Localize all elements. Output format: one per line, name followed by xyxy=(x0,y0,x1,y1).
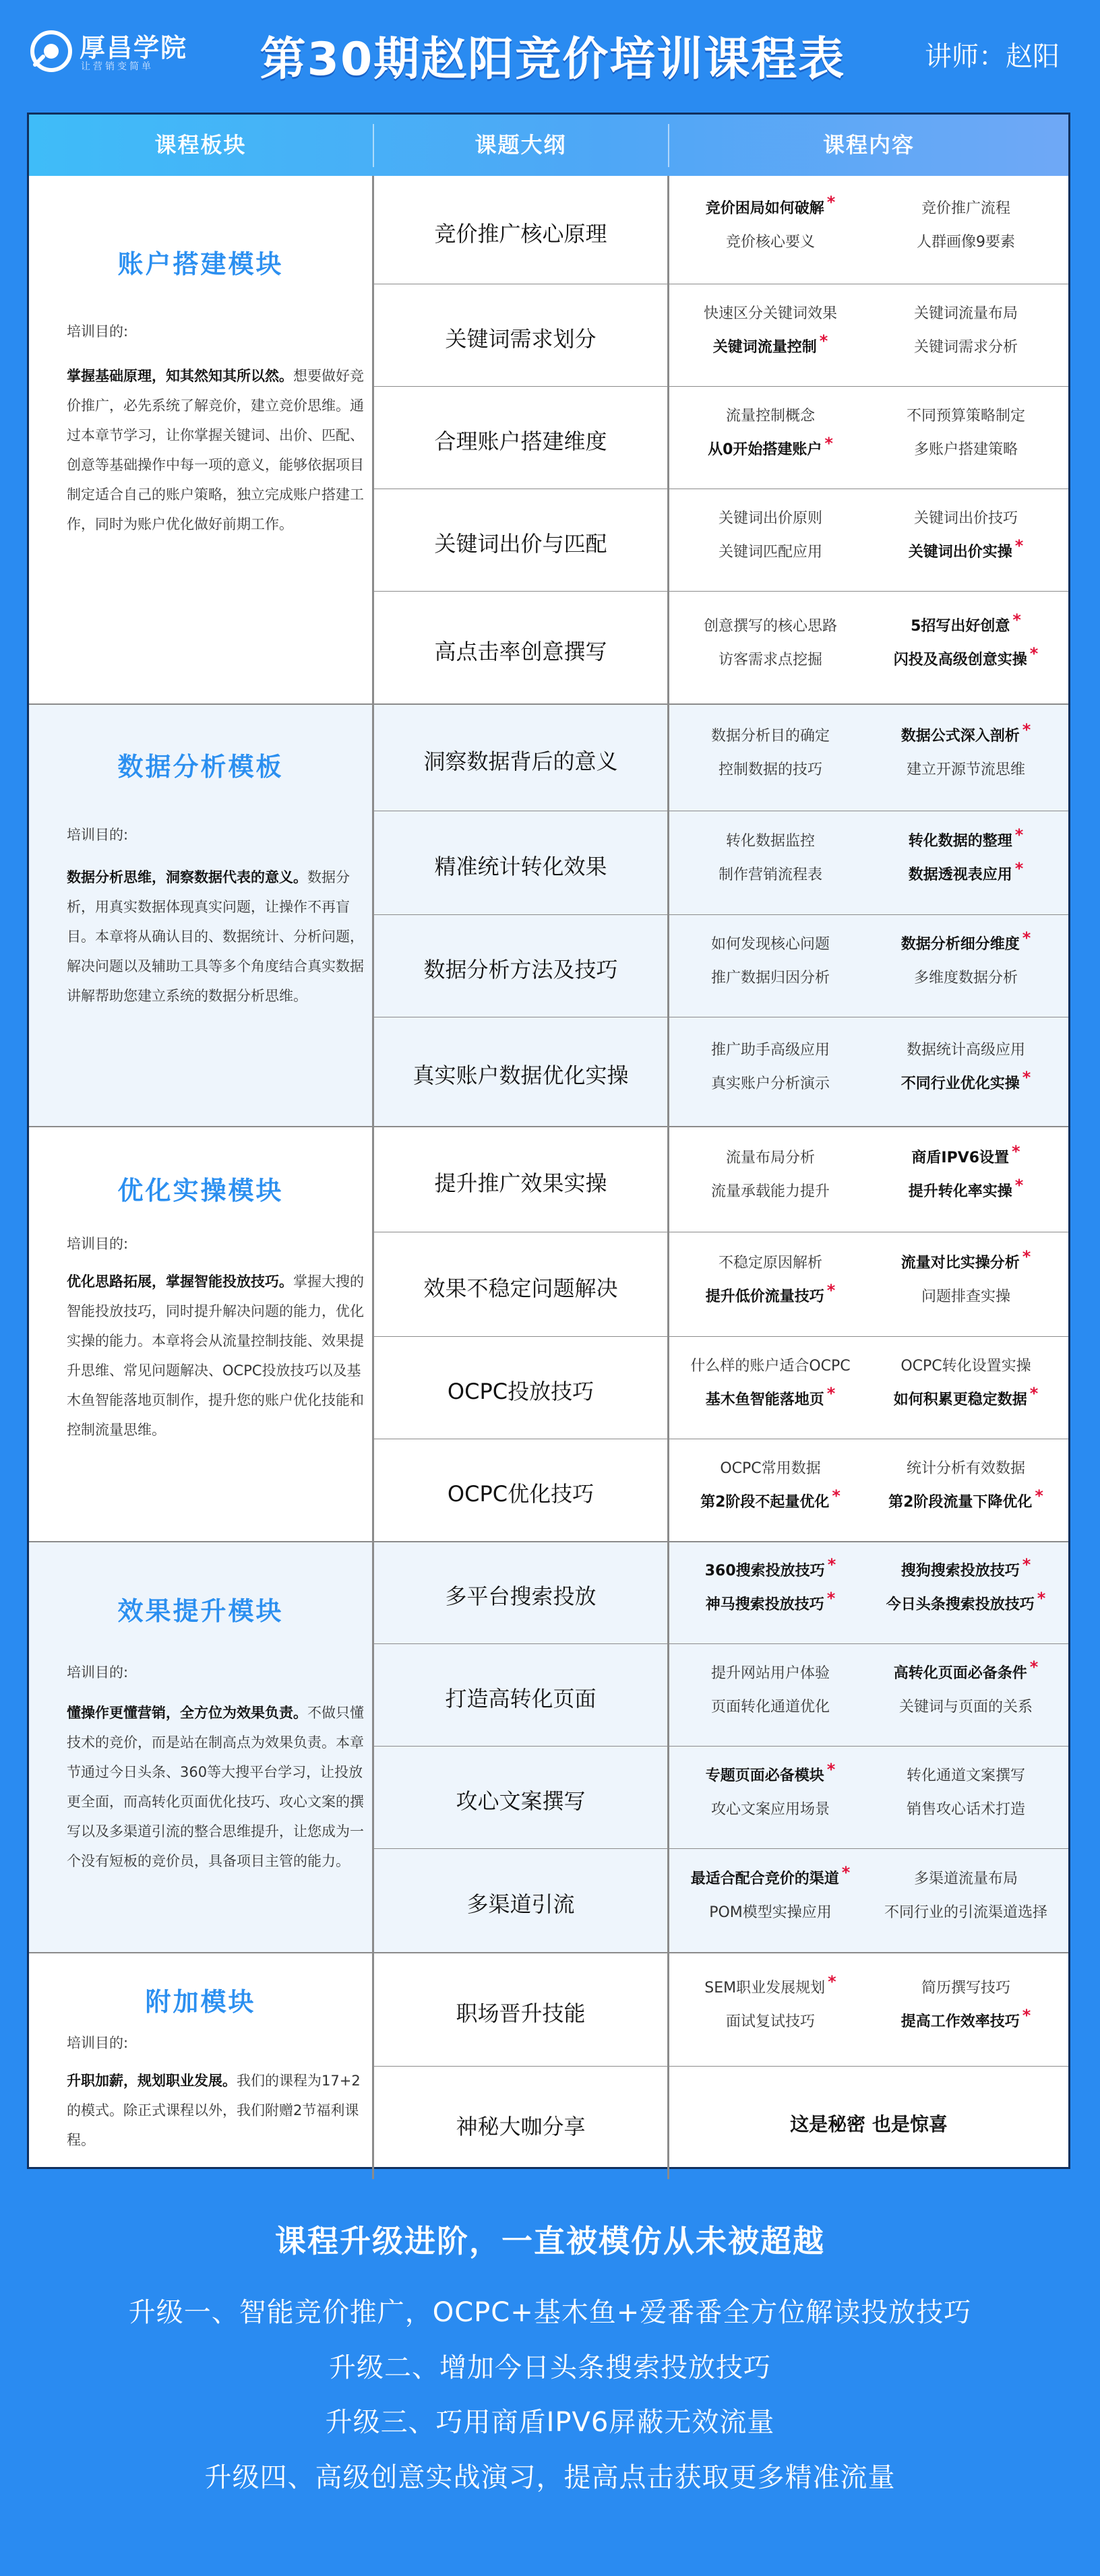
content-item xyxy=(872,1486,1060,1511)
content-item xyxy=(676,192,865,218)
content-item-text: 不同行业优化实操 xyxy=(900,1075,1020,1092)
module-title: 数据分析模板 xyxy=(117,752,284,782)
content-item-text: 关键词匹配应用 xyxy=(718,544,822,561)
key-point-star-icon: * xyxy=(826,192,836,212)
topic-title: 神秘大咖分享 xyxy=(456,2113,586,2139)
key-point-star-icon: * xyxy=(1035,1486,1043,1505)
content-item xyxy=(676,1555,865,1580)
logo-slogan: 让营销变简单 xyxy=(81,61,154,72)
topic-title: 职场晋升技能 xyxy=(456,2000,586,2026)
module-description-text: 想要做好竞价推广，必先系统了解竞价，建立竞价思维。通过本章节学习，让你掌握关键词、出价、匹配、创意等基础操作中每一项的意义，能够依据项目制定适合自己的账户策略，独立完成账户搭建工作，同时为账户优化做好前期工作。 xyxy=(67,368,364,532)
module-title: 优化实操模块 xyxy=(117,1176,284,1205)
module-description-highlight: 升职加薪，规划职业发展。 xyxy=(67,2073,237,2089)
module-purpose-label: 培训目的: xyxy=(67,323,129,340)
content-item xyxy=(676,1695,865,1716)
content-item-text: 专题页面必备模块 xyxy=(705,1767,824,1784)
content-item xyxy=(676,1662,865,1683)
table-grid-line xyxy=(374,1643,1068,1644)
module-description-text: 数据分析，用真实数据体现真实问题，让操作不再盲目。本章将从确认目的、数据统计、分析问题，解决问题以及辅助工具等多个角度结合真实数据讲解帮助您建立系统的数据分析思维。 xyxy=(67,869,364,1004)
content-item-text: 关键词流量布局 xyxy=(913,305,1018,322)
upgrade-item: 升级一、智能竞价推广，OCPC+基木鱼+爱番番全方位解读投放技巧 xyxy=(128,2297,972,2328)
module-title: 附加模块 xyxy=(145,1987,256,2017)
content-item xyxy=(872,1247,1060,1272)
content-item xyxy=(872,1175,1060,1201)
content-item-text: 面试复试技巧 xyxy=(725,2013,815,2030)
topic-title: OCPC投放技巧 xyxy=(447,1379,594,1404)
page-title: 第30期赵阳竞价培训课程表 xyxy=(259,33,846,86)
content-item-text: 快速区分关键词效果 xyxy=(703,305,837,322)
content-item xyxy=(676,933,865,953)
content-item-text: SEM职业发展规划 xyxy=(704,1979,826,1997)
topic-title: 精准统计转化效果 xyxy=(434,854,607,879)
content-item-text: 从0开始搭建账户 xyxy=(708,441,822,458)
module-cell xyxy=(29,1542,372,1953)
column-header-content: 课程内容 xyxy=(822,132,915,158)
content-item-text: POM模型实操应用 xyxy=(709,1904,832,1921)
module-description-text: 我们的课程为17+2的模式。除正式课程以外，我们附赠2节福利课程。 xyxy=(67,2073,361,2148)
content-item xyxy=(872,1867,1060,1888)
module-description-highlight: 数据分析思维，洞察数据代表的意义。 xyxy=(67,869,307,885)
content-item-text: 关键词出价原则 xyxy=(718,510,822,527)
upgrade-title: 课程升级进阶，一直被模仿从未被超越 xyxy=(275,2223,825,2259)
content-item xyxy=(676,434,865,459)
content-item-text: 最适合配合竞价的渠道 xyxy=(690,1871,839,1887)
module-description xyxy=(67,862,370,1011)
content-item xyxy=(872,929,1060,953)
key-point-star-icon: * xyxy=(1014,536,1024,555)
table-grid-line xyxy=(374,591,1068,592)
table-grid-line xyxy=(374,1848,1068,1849)
content-item-text: 什么样的账户适合OCPC xyxy=(690,1358,851,1375)
content-item xyxy=(676,2010,865,2031)
table-grid-line xyxy=(374,1746,1068,1747)
key-point-star-icon: * xyxy=(1029,643,1039,663)
topic-title: 提升推广效果实操 xyxy=(434,1170,607,1196)
content-item-text: 攻心文案应用场景 xyxy=(710,1801,830,1818)
content-item xyxy=(872,758,1060,779)
content-item xyxy=(676,863,865,884)
content-item xyxy=(676,615,865,635)
content-item xyxy=(872,859,1060,884)
upgrade-item: 升级三、巧用商盾IPV6屏蔽无效流量 xyxy=(325,2407,775,2438)
content-item-text: 多渠道流量布局 xyxy=(913,1871,1018,1887)
table-grid-line xyxy=(29,1952,1068,1953)
content-item-text: OCPC常用数据 xyxy=(720,1460,821,1477)
content-item-text: 访客需求点挖掘 xyxy=(718,651,822,668)
content-item xyxy=(676,230,865,251)
content-item-text: 提高工作效率技巧 xyxy=(900,2013,1020,2030)
content-item-text: 问题排查实操 xyxy=(921,1288,1010,1305)
content-item xyxy=(872,643,1060,669)
module-cell xyxy=(29,704,372,1127)
key-point-star-icon: * xyxy=(819,332,828,350)
table-grid-line xyxy=(374,2066,1068,2067)
content-item xyxy=(676,1038,865,1059)
content-item xyxy=(872,438,1060,459)
key-point-star-icon: * xyxy=(1022,929,1031,947)
module-title: 效果提升模块 xyxy=(117,1596,284,1626)
content-item-text: 流量对比实操分析 xyxy=(900,1254,1020,1271)
content-item xyxy=(676,1251,865,1272)
table-grid-line xyxy=(374,386,1068,387)
page-header xyxy=(0,0,1100,108)
content-item xyxy=(872,1798,1060,1819)
key-point-star-icon: * xyxy=(1012,1141,1020,1161)
content-item xyxy=(676,1146,865,1167)
content-item-text: 流量布局分析 xyxy=(725,1149,815,1166)
key-point-star-icon: * xyxy=(1014,859,1024,878)
content-item xyxy=(676,1457,865,1478)
content-item-text: 竞价核心要义 xyxy=(725,233,815,251)
content-item-text: 基木鱼智能落地页 xyxy=(705,1391,824,1408)
content-item-text: 控制数据的技巧 xyxy=(718,761,822,778)
content-item-text: 不同预算策略制定 xyxy=(906,408,1025,425)
key-point-star-icon: * xyxy=(826,1760,836,1779)
content-item xyxy=(676,507,865,528)
table-grid-line xyxy=(29,1541,1068,1542)
module-description-highlight: 优化思路拓展，掌握智能投放技巧。 xyxy=(67,1274,293,1290)
topic-title: 攻心文案撰写 xyxy=(456,1788,586,1814)
module-description-text: 不做只懂技术的竞价，而是站在制高点为效果负责。本章节通过今日头条、360等大搜平台学习，让投放更全面，而高转化页面优化技巧、攻心文案的撰写以及多渠道引流的整合思维提升，让您成为一个没有短板的竞价员，具备项目主管的能力。 xyxy=(67,1705,364,1869)
module-cell xyxy=(29,1953,372,2179)
content-item xyxy=(676,724,865,745)
content-item xyxy=(872,404,1060,425)
content-item xyxy=(872,1589,1060,1614)
module-description-text: 掌握大搜的智能投放技巧，同时提升解决问题的能力，优化实操的能力。本章将会从流量控制技能、效果提升思维、常见问题解决、OCPC投放技巧以及基木鱼智能落地页制作，提升您的账户优化技能和控制流量思维。 xyxy=(67,1274,364,1438)
content-item xyxy=(872,720,1060,745)
content-item xyxy=(676,1798,865,1819)
content-item-text: 关键词流量控制 xyxy=(712,339,817,356)
content-item xyxy=(676,1972,865,1997)
module-title: 账户搭建模块 xyxy=(117,249,284,279)
content-item xyxy=(676,1280,865,1306)
content-item-text: 数据统计高级应用 xyxy=(906,1042,1025,1059)
topic-title: 关键词出价与匹配 xyxy=(434,531,607,557)
content-item xyxy=(872,536,1060,561)
topic-title: 关键词需求划分 xyxy=(445,326,597,352)
content-item-text: 数据分析目的确定 xyxy=(710,727,830,745)
content-item-text: 建立开源节流思维 xyxy=(906,761,1025,778)
column-header-topic: 课题大纲 xyxy=(475,132,567,158)
content-item xyxy=(872,507,1060,528)
module-cell xyxy=(29,1127,372,1542)
content-item-text: 推广数据归因分析 xyxy=(710,970,830,986)
content-item-text: 页面转化通道优化 xyxy=(710,1699,830,1716)
topic-title: 合理账户搭建维度 xyxy=(434,429,607,454)
key-point-star-icon: * xyxy=(824,434,833,453)
key-point-star-icon: * xyxy=(1014,825,1024,844)
topic-title: 竞价推广核心原理 xyxy=(434,220,607,247)
content-item xyxy=(676,758,865,779)
content-item xyxy=(872,197,1060,218)
content-item xyxy=(676,966,865,987)
content-item-text: 不稳定原因解析 xyxy=(718,1254,822,1271)
content-item xyxy=(872,1141,1060,1167)
content-item-text: 真实账户分析演示 xyxy=(710,1075,830,1092)
content-item-text: 5招写出好创意 xyxy=(911,617,1010,635)
content-item-text: 关键词与页面的关系 xyxy=(898,1699,1033,1716)
content-item-text: 制作营销流程表 xyxy=(718,867,822,883)
content-item-text: 高转化页面必备条件 xyxy=(893,1665,1027,1682)
content-item xyxy=(872,1764,1060,1785)
content-item-text: 多维度数据分析 xyxy=(913,970,1018,986)
module-purpose-label: 培训目的: xyxy=(67,2035,129,2051)
logo-name: 厚昌学院 xyxy=(80,33,188,63)
content-item-text: 数据透视表应用 xyxy=(908,867,1012,883)
content-item-text: 推广助手高级应用 xyxy=(710,1042,830,1059)
content-item xyxy=(676,1072,865,1093)
table-grid-line xyxy=(667,176,669,2179)
topic-title: 多渠道引流 xyxy=(466,1891,575,1917)
content-item xyxy=(676,1863,865,1888)
content-item-text: 如何积累更稳定数据 xyxy=(893,1391,1027,1408)
key-point-star-icon: * xyxy=(1012,610,1021,629)
content-item-text: 销售攻心话术打造 xyxy=(906,1801,1025,1818)
content-item-text: 竞价推广流程 xyxy=(921,199,1010,217)
content-item xyxy=(676,1354,865,1375)
key-point-star-icon: * xyxy=(841,1863,851,1882)
table-grid-line xyxy=(374,914,1068,915)
content-item-text: 关键词需求分析 xyxy=(913,339,1018,356)
table-header xyxy=(29,115,1068,176)
module-cell xyxy=(29,176,372,704)
content-item-text: 如何发现核心问题 xyxy=(710,936,830,953)
content-item-text: OCPC转化设置实操 xyxy=(900,1358,1031,1375)
key-point-star-icon: * xyxy=(826,1384,836,1403)
key-point-star-icon: * xyxy=(1029,1658,1039,1676)
content-item xyxy=(872,2005,1060,2031)
content-item xyxy=(676,302,865,323)
topic-title: 多平台搜索投放 xyxy=(445,1583,597,1609)
content-item xyxy=(872,1457,1060,1478)
topic-title: 打造高转化页面 xyxy=(445,1686,597,1711)
content-item xyxy=(872,825,1060,850)
key-point-star-icon: * xyxy=(1022,1068,1031,1087)
logo-mark-icon xyxy=(30,30,73,73)
content-item xyxy=(676,1180,865,1201)
content-item-text: 第2阶段流量下降优化 xyxy=(888,1494,1033,1511)
content-item-text: 闪投及高级创意实操 xyxy=(893,651,1027,668)
content-item-text: 不同行业的引流渠道选择 xyxy=(884,1904,1047,1921)
content-item xyxy=(676,540,865,561)
content-item xyxy=(872,966,1060,987)
lecturer-label: 讲师：赵阳 xyxy=(925,41,1060,72)
content-item-text: 统计分析有效数据 xyxy=(906,1460,1025,1477)
content-item-text: 转化通道文案撰写 xyxy=(906,1767,1025,1784)
topic-title: 高点击率创意撰写 xyxy=(434,638,607,664)
module-purpose-label: 培训目的: xyxy=(67,1236,129,1252)
module-description-highlight: 懂操作更懂营销，全方位为效果负责。 xyxy=(67,1705,307,1721)
content-item xyxy=(872,302,1060,323)
key-point-star-icon: * xyxy=(827,1555,836,1574)
module-description xyxy=(67,1698,370,1876)
content-item xyxy=(676,404,865,425)
content-item xyxy=(872,1038,1060,1059)
key-point-star-icon: * xyxy=(1037,1589,1046,1608)
key-point-star-icon: * xyxy=(1022,1247,1031,1266)
content-item-text: 今日头条搜索投放技巧 xyxy=(886,1596,1035,1613)
module-purpose-label: 培训目的: xyxy=(67,1664,129,1680)
table-grid-line xyxy=(372,176,374,2179)
upgrade-item: 升级四、高级创意实战演习，提高点击获取更多精准流量 xyxy=(204,2462,896,2493)
content-item-text: 转化数据监控 xyxy=(725,833,815,850)
content-item xyxy=(676,648,865,669)
content-item xyxy=(676,1486,865,1511)
key-point-star-icon: * xyxy=(826,1280,836,1300)
content-item-text: 神马搜索投放技巧 xyxy=(705,1596,824,1613)
content-item xyxy=(872,1695,1060,1716)
content-item xyxy=(872,1901,1060,1922)
content-item-text: 数据分析细分维度 xyxy=(900,936,1020,953)
content-item xyxy=(676,1589,865,1614)
content-item xyxy=(676,1901,865,1922)
content-item xyxy=(872,1285,1060,1306)
content-item-text: 第2阶段不起量优化 xyxy=(700,1494,830,1511)
content-item-text: 简历撰写技巧 xyxy=(921,1979,1010,1997)
content-item-text: 360搜索投放技巧 xyxy=(704,1563,825,1579)
content-item xyxy=(872,1354,1060,1375)
content-item-text: 搜狗搜索投放技巧 xyxy=(900,1563,1020,1579)
content-item xyxy=(872,336,1060,356)
content-item-text: 数据公式深入剖析 xyxy=(900,727,1020,745)
content-item xyxy=(872,1384,1060,1409)
module-purpose-label: 培训目的: xyxy=(67,827,129,843)
topic-title: OCPC优化技巧 xyxy=(447,1481,594,1507)
content-item-text: 创意撰写的核心思路 xyxy=(703,617,837,635)
content-item-text: 流量控制概念 xyxy=(725,408,815,425)
key-point-star-icon: * xyxy=(1022,1555,1031,1574)
table-grid-line xyxy=(29,1126,1068,1127)
key-point-star-icon: * xyxy=(826,1589,836,1608)
content-item-text: 提升网站用户体验 xyxy=(710,1665,830,1682)
key-point-star-icon: * xyxy=(1029,1384,1039,1403)
upgrade-item: 升级二、增加今日头条搜索投放技巧 xyxy=(329,2352,771,2383)
content-item xyxy=(872,1976,1060,1997)
topic-title: 真实账户数据优化实操 xyxy=(413,1063,629,1088)
module-description-highlight: 掌握基础原理，知其然知其所以然。 xyxy=(67,368,293,384)
topic-title: 数据分析方法及技巧 xyxy=(423,957,618,982)
content-item-text: 多账户搭建策略 xyxy=(913,441,1018,458)
key-point-star-icon: * xyxy=(828,1972,836,1991)
table-grid-line xyxy=(29,703,1068,705)
module-description xyxy=(67,361,370,539)
topic-title: 洞察数据背后的意义 xyxy=(423,748,618,774)
key-point-star-icon: * xyxy=(1022,2005,1031,2025)
content-item-text: 商盾IPV6设置 xyxy=(911,1149,1010,1166)
brand-logo xyxy=(30,24,191,78)
key-point-star-icon: * xyxy=(1014,1175,1024,1195)
module-description xyxy=(67,2066,370,2155)
module-description xyxy=(67,1267,370,1445)
content-item xyxy=(676,829,865,850)
content-item-text: 人群画像9要素 xyxy=(917,233,1015,251)
content-item-text: 转化数据的整理 xyxy=(908,833,1012,850)
content-item xyxy=(872,230,1060,251)
content-item-text: 关键词出价技巧 xyxy=(913,510,1018,527)
course-table xyxy=(27,113,1070,2169)
table-grid-line xyxy=(374,1336,1068,1337)
content-item-text: 流量承载能力提升 xyxy=(710,1183,830,1200)
content-item-text: 竞价困局如何破解 xyxy=(705,199,824,217)
content-item-text: 提升转化率实操 xyxy=(908,1183,1012,1200)
content-item xyxy=(872,1068,1060,1093)
content-item xyxy=(676,1384,865,1409)
content-item-text: 关键词出价实操 xyxy=(908,544,1012,561)
content-item xyxy=(872,1658,1060,1683)
content-item xyxy=(676,332,865,356)
content-item-text: 提升低价流量技巧 xyxy=(705,1288,824,1305)
key-point-star-icon: * xyxy=(832,1486,841,1505)
topic-title: 效果不稳定问题解决 xyxy=(423,1275,618,1301)
column-header-module: 课程板块 xyxy=(154,132,247,158)
secret-note: 这是秘密 也是惊喜 xyxy=(790,2112,948,2135)
key-point-star-icon: * xyxy=(1022,720,1031,739)
content-item xyxy=(872,610,1060,635)
content-item xyxy=(872,1555,1060,1580)
content-item xyxy=(676,1760,865,1785)
